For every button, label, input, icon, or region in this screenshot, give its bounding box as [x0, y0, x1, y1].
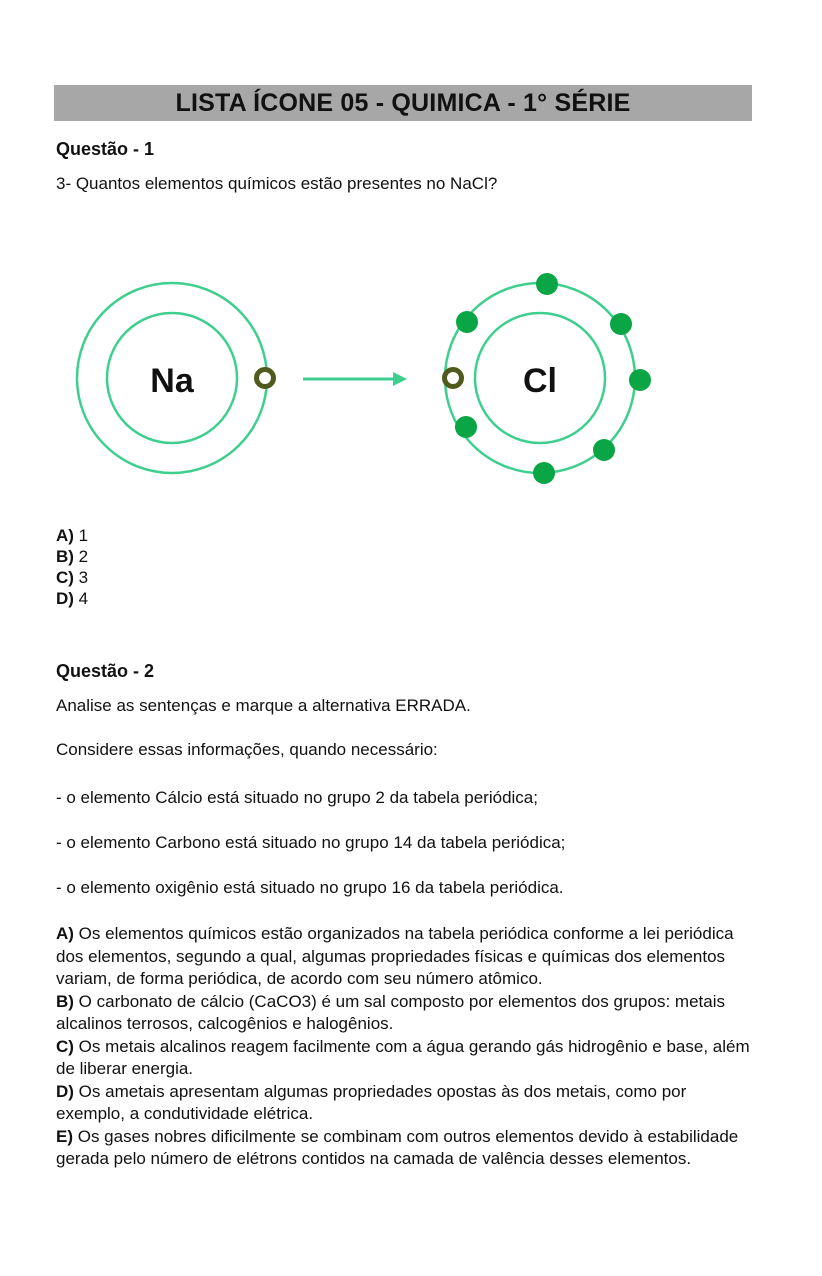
nacl-electron-transfer-diagram [60, 262, 670, 492]
question-2-fact: - o elemento Cálcio está situado no grupo 2 da tabela periódica; [56, 788, 538, 807]
q2-option-b[interactable]: B) O carbonato de cálcio (CaCO3) é um sal composto por elementos dos grupos: metais alcalinos terrosos, calcogênios e halogênios. [56, 991, 725, 1033]
page-title: LISTA ÍCONE 05 - QUIMICA - 1° SÉRIE [54, 85, 752, 121]
question-1-heading: Questão - 1 [56, 139, 155, 159]
question-2-fact: - o elemento oxigênio está situado no grupo 16 da tabela periódica. [56, 878, 564, 897]
cl-electron [629, 369, 651, 391]
transfer-arrow-head [393, 372, 407, 386]
question-2-instruction: Analise as sentenças e marque a alternativa ERRADA. [56, 696, 471, 715]
q1-option-b[interactable]: B) 2 [56, 547, 89, 566]
question-2-options [56, 923, 756, 1171]
cl-symbol: Cl [523, 362, 557, 400]
cl-electron [610, 313, 632, 335]
q1-option-a[interactable]: A) 1 [56, 526, 89, 545]
q2-option-a[interactable]: A) Os elementos químicos estão organizados na tabela periódica conforme a lei periódica dos elementos, segundo a qual, algumas propriedades físicas e químicas dos elementos variam, de forma periódica, de acordo com seu número atômico. [56, 924, 734, 988]
q2-option-c[interactable]: C) Os metais alcalinos reagem facilmente com a água gerando gás hidrogênio e base, além de liberar energia. [56, 1036, 750, 1078]
cl-electron [533, 462, 555, 484]
cl-electron [456, 311, 478, 333]
q2-option-e[interactable]: E) Os gases nobres dificilmente se combinam com outros elementos devido à estabilidade gerada pelo número de elétrons contidos na camada de valência desses elementos. [56, 1126, 739, 1168]
cl-received-electron [445, 370, 462, 387]
q1-option-d[interactable]: D) 4 [56, 589, 89, 608]
question-2-fact: - o elemento Carbono está situado no grupo 14 da tabela periódica; [56, 833, 566, 852]
cl-electron [455, 416, 477, 438]
question-2-heading: Questão - 2 [56, 661, 155, 681]
q2-option-d[interactable]: D) Os ametais apresentam algumas propriedades opostas às dos metais, como por exemplo, a condutividade elétrica. [56, 1081, 687, 1123]
question-2-context: Considere essas informações, quando necessário: [56, 740, 438, 759]
cl-electron [593, 439, 615, 461]
na-symbol: Na [150, 362, 194, 400]
cl-electron [536, 273, 558, 295]
question-1-options [56, 525, 88, 609]
na-valence-electron [257, 370, 274, 387]
question-1-statement: 3- Quantos elementos químicos estão presentes no NaCl? [56, 174, 498, 193]
q1-option-c[interactable]: C) 3 [56, 568, 89, 587]
